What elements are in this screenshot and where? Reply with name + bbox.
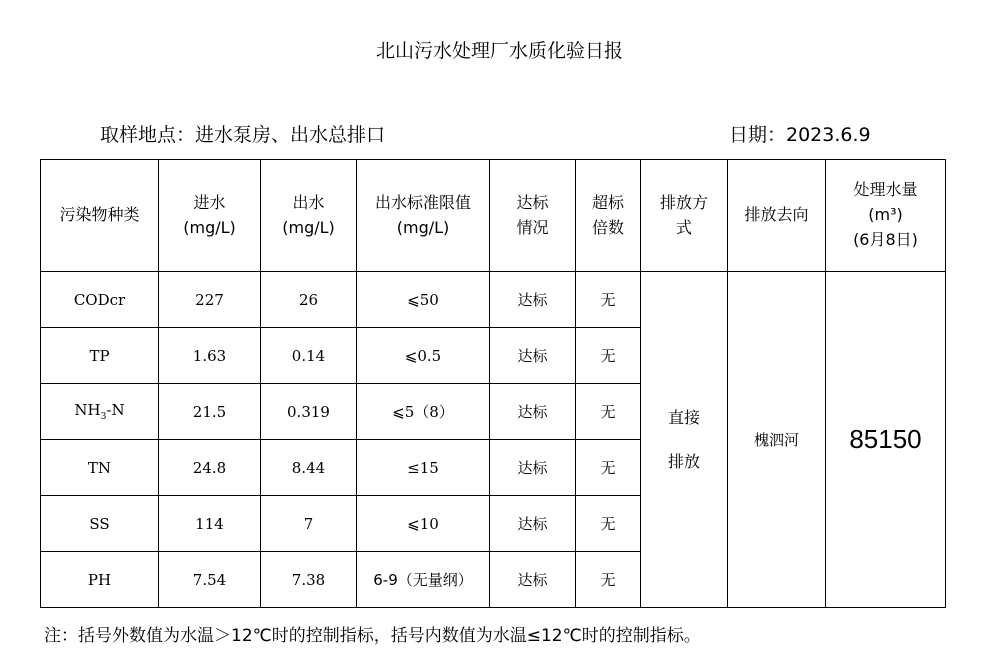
col-exceed-label-2: 倍数 <box>591 217 624 237</box>
discharge-mode-line-2: 排放 <box>667 451 700 471</box>
col-pollutant-label: 污染物种类 <box>59 205 140 225</box>
outflow-value: 7.38 <box>261 552 357 608</box>
col-exceed <box>576 160 641 272</box>
report-date: 日期：2023.6.9 <box>729 124 871 146</box>
col-outflow <box>261 160 357 272</box>
col-volume-date: (6月8日) <box>853 229 918 249</box>
report-title: 北山污水处理厂水质化验日报 <box>375 40 623 62</box>
status-value: 达标 <box>490 384 576 440</box>
pollutant-name-subscript: 3 <box>100 412 107 422</box>
inflow-value: 21.5 <box>159 384 261 440</box>
col-discharge-label-2: 式 <box>675 217 692 237</box>
discharge-direction: 槐泗河 <box>728 272 826 608</box>
inflow-value: 227 <box>159 272 261 328</box>
exceed-value: 无 <box>576 496 641 552</box>
water-quality-table <box>40 159 946 608</box>
col-exceed-label-1: 超标 <box>591 192 624 212</box>
pollutant-name: CODcr <box>41 272 159 328</box>
outflow-value: 7 <box>261 496 357 552</box>
pollutant-name: TN <box>41 440 159 496</box>
limit-value: ⩽0.5 <box>357 328 490 384</box>
inflow-value: 24.8 <box>159 440 261 496</box>
col-status-label-2: 情况 <box>516 217 549 237</box>
exceed-value: 无 <box>576 328 641 384</box>
limit-value: ⩽50 <box>357 272 490 328</box>
exceed-value: 无 <box>576 384 641 440</box>
pollutant-name-main: NH <box>74 401 101 419</box>
col-status-label-1: 达标 <box>516 192 549 212</box>
col-inflow-unit: (mg/L) <box>183 217 236 237</box>
footnote: 注：括号外数值为水温＞12℃时的控制指标，括号内数值为水温≤12℃时的控制指标。 <box>44 626 701 646</box>
table-row <box>41 272 946 328</box>
limit-value: ≤15 <box>357 440 490 496</box>
inflow-value: 7.54 <box>159 552 261 608</box>
outflow-value: 8.44 <box>261 440 357 496</box>
col-pollutant <box>41 160 159 272</box>
col-limit-label: 出水标准限值 <box>374 192 471 212</box>
col-direction-label: 排放去向 <box>744 205 809 225</box>
pollutant-name: TP <box>41 328 159 384</box>
status-value: 达标 <box>490 272 576 328</box>
col-status <box>490 160 576 272</box>
discharge-mode <box>641 272 728 608</box>
col-limit <box>357 160 490 272</box>
exceed-value: 无 <box>576 272 641 328</box>
exceed-value: 无 <box>576 552 641 608</box>
treated-volume: 85150 <box>826 272 946 608</box>
outflow-value: 0.14 <box>261 328 357 384</box>
sampling-location: 取样地点：进水泵房、出水总排口 <box>100 124 386 146</box>
pollutant-name-tail: -N <box>106 401 125 419</box>
status-value: 达标 <box>490 440 576 496</box>
col-discharge-label-1: 排放方 <box>659 192 708 212</box>
col-volume-label: 处理水量 <box>853 180 918 200</box>
pollutant-name: SS <box>41 496 159 552</box>
limit-value: ⩽5（8） <box>357 384 490 440</box>
pollutant-name <box>41 384 159 440</box>
status-value: 达标 <box>490 328 576 384</box>
col-volume-unit: (m³) <box>868 205 903 225</box>
col-discharge-mode <box>641 160 728 272</box>
col-inflow <box>159 160 261 272</box>
col-volume <box>826 160 946 272</box>
col-limit-unit: (mg/L) <box>396 217 450 237</box>
pollutant-name: PH <box>41 552 159 608</box>
outflow-value: 0.319 <box>261 384 357 440</box>
inflow-value: 1.63 <box>159 328 261 384</box>
inflow-value: 114 <box>159 496 261 552</box>
header-row <box>41 160 946 272</box>
discharge-mode-line-1: 直接 <box>667 408 700 428</box>
col-outflow-label: 出水 <box>292 192 325 212</box>
outflow-value: 26 <box>261 272 357 328</box>
status-value: 达标 <box>490 552 576 608</box>
exceed-value: 无 <box>576 440 641 496</box>
col-outflow-unit: (mg/L) <box>282 217 335 237</box>
limit-value: 6-9（无量纲） <box>357 552 490 608</box>
status-value: 达标 <box>490 496 576 552</box>
limit-value: ⩽10 <box>357 496 490 552</box>
col-inflow-label: 进水 <box>193 192 226 212</box>
col-discharge-direction <box>728 160 826 272</box>
